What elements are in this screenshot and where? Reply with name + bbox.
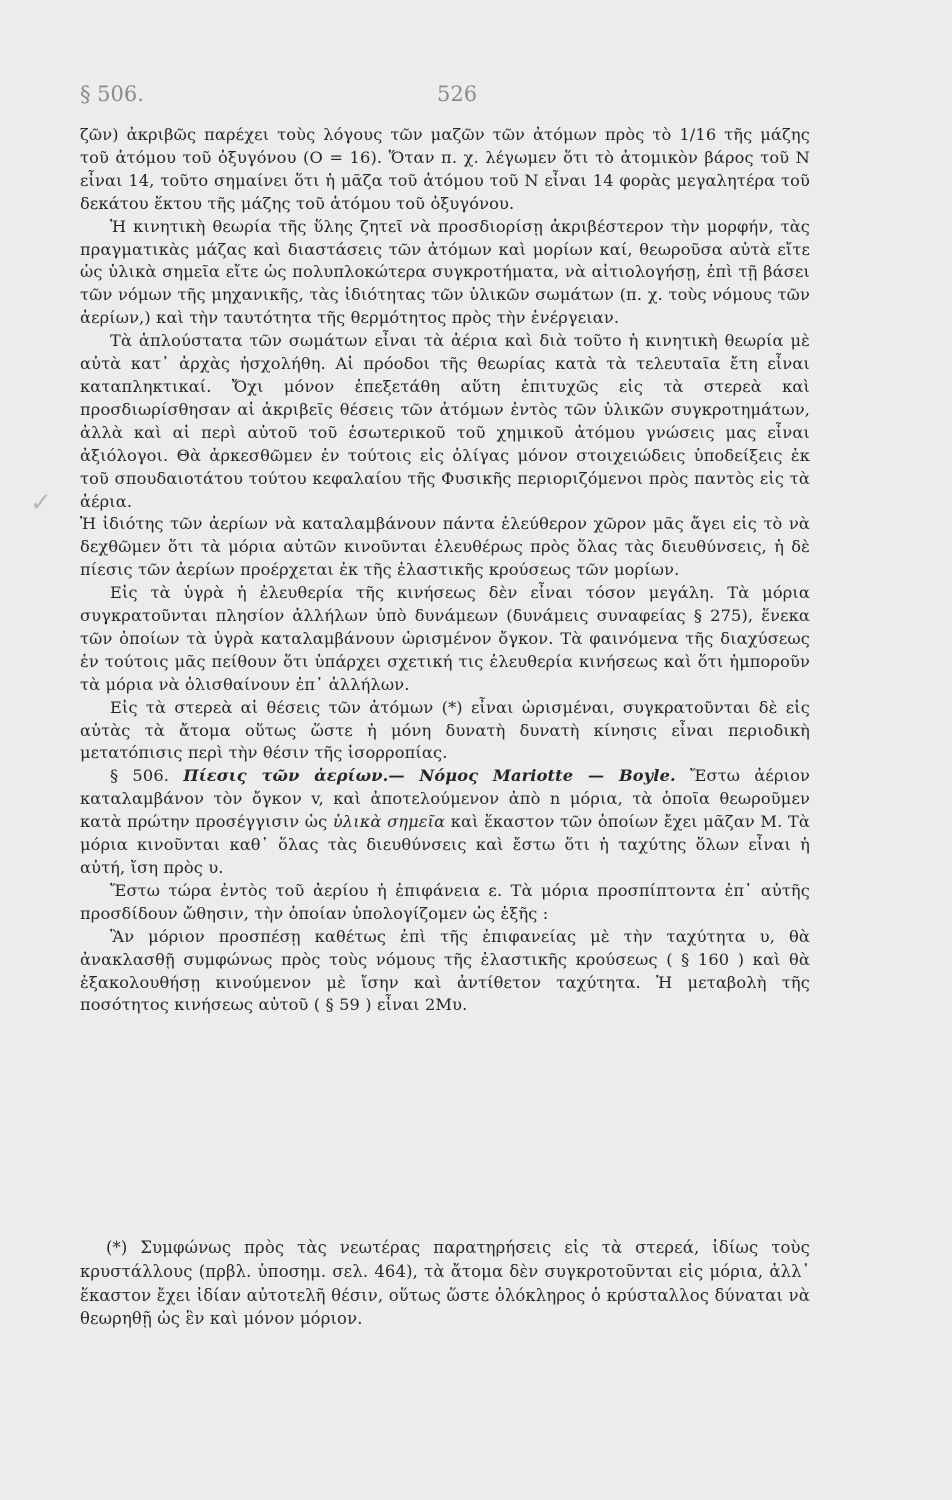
section-506-text-a: Ἔστω ἀέριον καταλαμβάνον τὸν ὄγκον v, καὶ ἀποτελούμενον ἀπὸ n μόρια, τὰ ὁποῖα θεωροῦμεν κατὰ πρώτην προσέγγισιν ὡς [80, 766, 811, 832]
paragraph-solids: Εἰς τὰ στερεὰ αἱ θέσεις τῶν ἀτόμων (*) εἶναι ὡρισμέναι, συγκρατοῦνται δὲ εἰς αὐτὰς τὰ ἄτομα οὕτως ὥστε ἡ μόνη δυνατὴ δυνατὴ κίνησις εἶναι περιοδικὴ μετατόπισις περὶ τὴν θέσιν τῆς ἰσορροπίας. [80, 697, 810, 763]
paragraph-liquids: Εἰς τὰ ὑγρὰ ἡ ἐλευθερία τῆς κινήσεως δὲν εἶναι τόσον μεγάλη. Τὰ μόρια συγκρατοῦνται πλησίον ἀλλήλων ὑπὸ δυνάμεων (δυνάμεις συναφείας § 275), ἕνεκα τῶν ὁποίων τὰ ὑγρὰ καταλαμβάνουν ὡρισμένον ὄγκον. Τὰ φαινόμενα τῆς διαχύσεως ἐν τούτοις μᾶς πείθουν ὅτι ὑπάρχει σχετική τις ἐλευθερία κινήσεως καὶ ὅτι ἠμποροῦν τὰ μόρια νὰ ὀλισθαίνουν ἐπ᾽ ἀλλήλων. [80, 583, 810, 694]
material-points-term: ὑλικὰ σημεῖα [332, 812, 446, 832]
paragraph-surface: Ἔστω τώρα ἐντὸς τοῦ ἀερίου ἡ ἐπιφάνεια ε. Τὰ μόρια προσπίπτοντα ἐπ᾽ αὐτῆς προσδίδουν ὤθησιν, τὴν ὁποίαν ὑπολογίζομεν ὡς ἑξῆς : [80, 880, 810, 923]
paragraph-collision: Ἂν μόριον προσπέσῃ καθέτως ἐπὶ τῆς ἐπιφανείας μὲ τὴν ταχύτητα υ, θὰ ἀνακλασθῇ συμφώνως πρὸς τοὺς νόμους τῆς ἐλαστικῆς κρούσεως ( § 160 ) καὶ θὰ ἐξακολουθήσῃ κινούμενον μὲ ἴσην καὶ ἀντίθετον ταχύτητα. Ἡ μεταβολὴ τῆς ποσότητος κινήσεως αὐτοῦ ( § 59 ) εἶναι 2Mυ. [80, 926, 810, 1015]
paragraph-continuation: ζῶν) ἀκριβῶς παρέχει τοὺς λόγους τῶν μαζῶν τῶν ἀτόμων πρὸς τὸ 1/16 τῆς μάζης τοῦ ἀτόμου τοῦ ὀξυγόνου (O = 16). Ὅταν π. χ. λέγωμεν ὅτι τὸ ἀτομικὸν βάρος τοῦ N εἶναι 14, τοῦτο σημαίνει ὅτι ἡ μᾶζα τοῦ ἀτόμου τοῦ N εἶναι 14 φορὰς μεγαλητέρα τοῦ δεκάτου ἕκτου τῆς μάζης τοῦ ἀτόμου τοῦ ὀξυγόνου. [80, 125, 810, 213]
paragraph-gas-property: Ἡ ἰδιότης τῶν ἀερίων νὰ καταλαμβάνουν πάντα ἐλεύθερον χῶρον μᾶς ἄγει εἰς τὸ νὰ δεχθῶμεν ὅτι τὰ μόρια αὐτῶν κινοῦνται ἐλευθέρως πρὸς ὅλας τὰς διευθύνσεις, ἡ δὲ πίεσις τῶν ἀερίων προέρχεται ἐκ τῆς ἐλαστικῆς κρούσεως τῶν μορίων. [80, 514, 810, 580]
main-text [80, 124, 810, 1017]
footnote: (*) Συμφώνως πρὸς τὰς νεωτέρας παρατηρήσεις εἰς τὰ στερεά, ἰδίως τοὺς κρυστάλλους (πρβλ. ὑποσημ. σελ. 464), τὰ ἄτομα δὲν συγκροτοῦνται εἰς μόρια, ἀλλ᾽ ἕκαστον ἔχει ἰδίαν αὐτοτελῆ θέσιν, οὕτως ὥστε ὁλόκληρος ὁ κρύσταλλος δύναται νὰ θεωρηθῇ ὡς ἓν καὶ μόνον μόριον. [80, 1238, 810, 1329]
section-506-title: Πίεσις τῶν ἀερίων.— Νόμος Mariotte — Boyle. [183, 766, 676, 786]
page-number: 526 [437, 82, 478, 106]
paragraph-kinetic-theory: Ἡ κινητικὴ θεωρία τῆς ὕλης ζητεῖ νὰ προσδιορίσῃ ἀκριβέστερον τὴν μορφήν, τὰς πραγματικὰς μάζας καὶ διαστάσεις τῶν ἀτόμων καὶ μορίων καί, θεωροῦσα αὐτὰ εἴτε ὡς ὑλικὰ σημεῖα εἴτε ὡς πολυπλοκώτερα συγκροτήματα, νὰ αἰτιολογήσῃ, ἐπὶ τῇ βάσει τῶν νόμων τῆς μηχανικῆς, τὰς ἰδιότητας τῶν ὑλικῶν σωμάτων (π. χ. τοὺς νόμους τῶν ἀερίων,) καὶ τὴν ταυτότητα τῆς θερμότητος πρὸς τὴν ἐνέργειαν. [80, 216, 810, 328]
margin-check-mark-icon: ✓ [30, 488, 52, 518]
section-506-paragraph [80, 765, 810, 880]
section-506-text-b: καὶ ἕκαστον τῶν ὁποίων ἔχει μᾶζαν M. Τὰ μόρια κινοῦνται καθ᾽ ὅλας τὰς διευθύνσεις καὶ ἔστω ὅτι ἡ ταχύτης ὅλων εἶναι ἡ αὐτή, ἴση πρὸς υ. [80, 812, 810, 877]
paragraph-gases-simplest: Τὰ ἁπλούστατα τῶν σωμάτων εἶναι τὰ ἀέρια καὶ διὰ τοῦτο ἡ κινητικὴ θεωρία μὲ αὐτὰ κατ᾽ ἀρχὰς ἠσχολήθη. Αἱ πρόοδοι τῆς θεωρίας κατὰ τὰ τελευταῖα ἔτη εἶναι καταπληκτικαί. Ὄχι μόνον ἐπεξετάθη αὕτη ἐπιτυχῶς εἰς τὰ στερεὰ καὶ προσδιωρίσθησαν αἱ ἀκριβεῖς θέσεις τῶν ἀτόμων ἐντὸς τῶν ὑλικῶν συγκροτημάτων, ἀλλὰ καὶ αἱ περὶ αὐτοῦ τοῦ ἐσωτερικοῦ τοῦ χημικοῦ ἀτόμου γνώσεις μας εἶναι ἀξιόλογοι. Θὰ ἀρκεσθῶμεν ἐν τούτοις εἰς ὀλίγας μόνον στοιχειώδεις ὑποδείξεις ἐκ τοῦ σπουδαιοτάτου τούτου κεφαλαίου τῆς Φυσικῆς περιοριζόμενοι πρὸς παντὸς εἰς τὰ ἀέρια. [80, 331, 810, 511]
section-reference: § 506. [80, 82, 144, 106]
page-header [80, 82, 810, 112]
section-506-number: § 506. [110, 766, 170, 786]
